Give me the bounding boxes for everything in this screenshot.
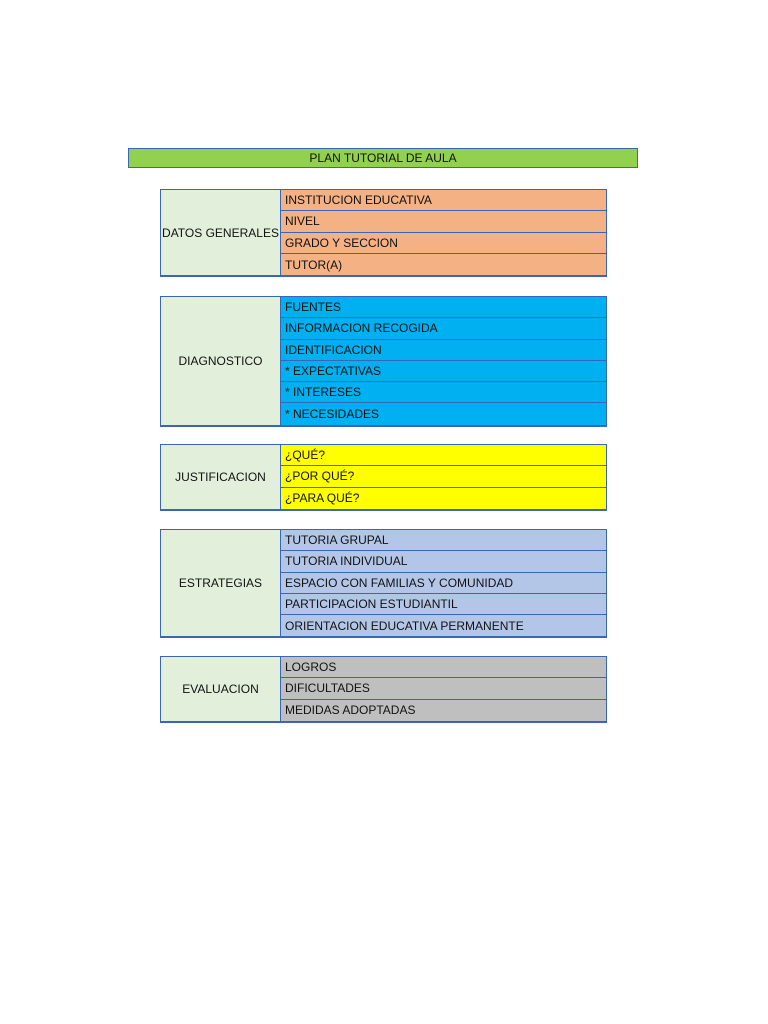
section-item: TUTOR(A) bbox=[281, 254, 606, 275]
section-item: FUENTES bbox=[281, 297, 606, 318]
section-item: ORIENTACION EDUCATIVA PERMANENTE bbox=[281, 615, 606, 636]
section-label: EVALUACION bbox=[161, 657, 281, 721]
section-item: IDENTIFICACION bbox=[281, 340, 606, 361]
plan-title-text: PLAN TUTORIAL DE AULA bbox=[309, 151, 457, 165]
plan-title bbox=[128, 148, 638, 168]
section-item: ¿POR QUÉ? bbox=[281, 466, 606, 487]
section-items bbox=[281, 657, 606, 721]
section-label: DATOS GENERALES bbox=[161, 190, 281, 275]
section-item: ¿QUÉ? bbox=[281, 445, 606, 466]
section-item: DIFICULTADES bbox=[281, 678, 606, 699]
section-justificacion bbox=[160, 444, 607, 511]
section-item: TUTORIA GRUPAL bbox=[281, 530, 606, 551]
section-item: * NECESIDADES bbox=[281, 403, 606, 424]
section-item: INSTITUCION EDUCATIVA bbox=[281, 190, 606, 211]
section-item: MEDIDAS ADOPTADAS bbox=[281, 700, 606, 721]
section-item: * INTERESES bbox=[281, 382, 606, 403]
section-label: DIAGNOSTICO bbox=[161, 297, 281, 425]
section-estrategias bbox=[160, 529, 607, 638]
section-item: ESPACIO CON FAMILIAS Y COMUNIDAD bbox=[281, 573, 606, 594]
section-items bbox=[281, 530, 606, 636]
section-items bbox=[281, 297, 606, 425]
section-items bbox=[281, 190, 606, 275]
section-evaluacion bbox=[160, 656, 607, 723]
section-item: INFORMACION RECOGIDA bbox=[281, 318, 606, 339]
section-item: ¿PARA QUÉ? bbox=[281, 488, 606, 509]
section-datos-generales bbox=[160, 189, 607, 277]
section-label: ESTRATEGIAS bbox=[161, 530, 281, 636]
section-item: PARTICIPACION ESTUDIANTIL bbox=[281, 594, 606, 615]
section-item: TUTORIA INDIVIDUAL bbox=[281, 551, 606, 572]
section-item: * EXPECTATIVAS bbox=[281, 361, 606, 382]
section-item: GRADO Y SECCION bbox=[281, 233, 606, 254]
section-item: LOGROS bbox=[281, 657, 606, 678]
section-diagnostico bbox=[160, 296, 607, 427]
section-label: JUSTIFICACION bbox=[161, 445, 281, 509]
section-item: NIVEL bbox=[281, 211, 606, 232]
section-items bbox=[281, 445, 606, 509]
